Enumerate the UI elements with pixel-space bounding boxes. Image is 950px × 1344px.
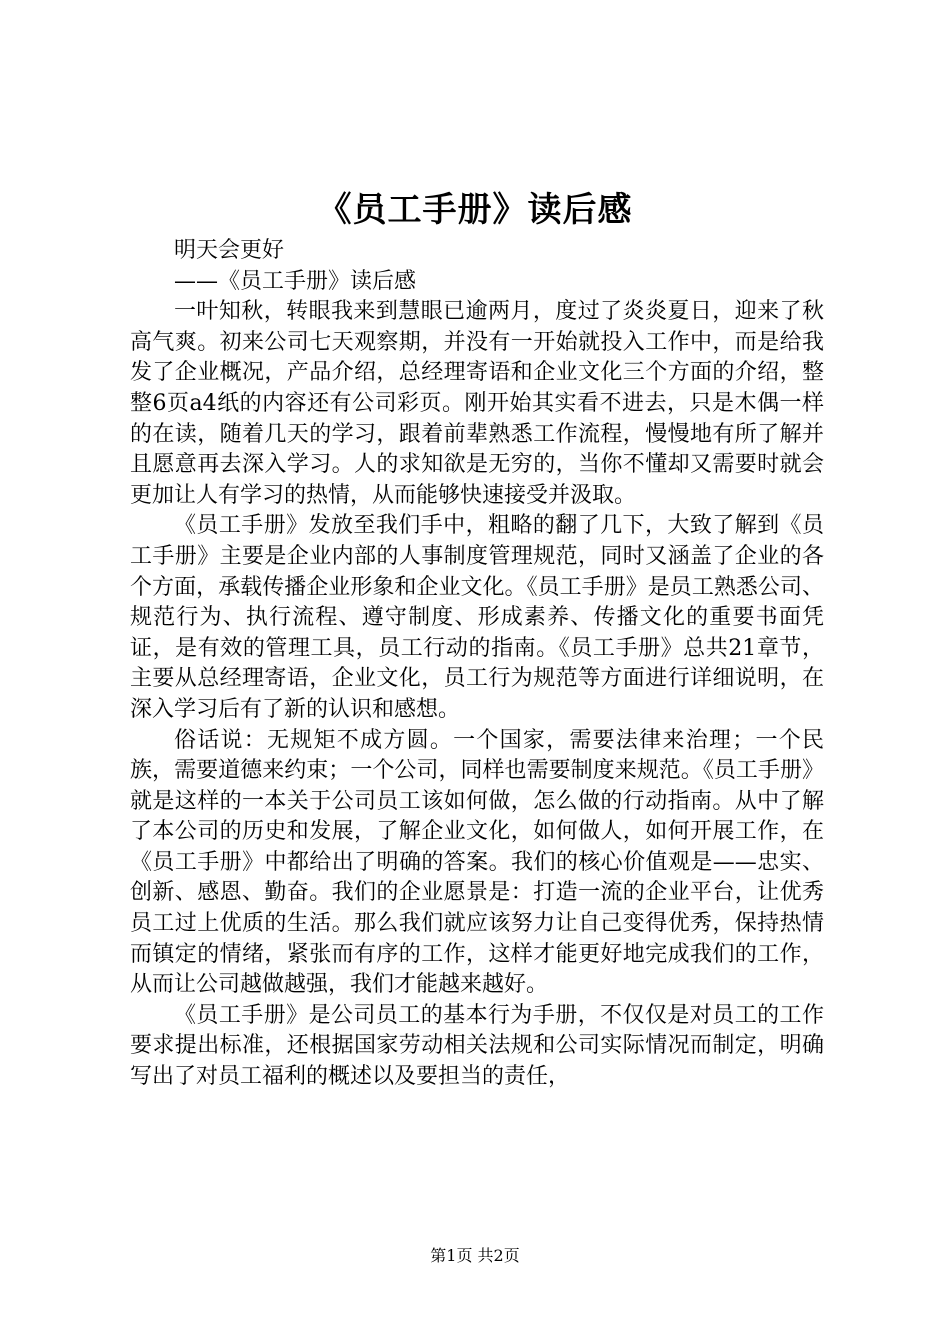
subtitle-line-2: ——《员工手册》读后感 (174, 268, 417, 294)
document-title: 《员工手册》读后感 (317, 190, 633, 230)
paragraph-2: 《员工手册》发放至我们手中，粗略的翻了几下，大致了解到《员工手册》主要是企业内部的人事制度管理规范，同时又涵盖了企业的各个方面，承载传播企业形象和企业文化。《员工手册》是员工熟悉公司、规范行为、执行流程、遵守制度、形成素养、传播文化的重要书面凭证，是有效的管理工具，员工行动的指南。《员工手册》总共21章节，主要从总经理寄语，企业文化，员工行为规范等方面进行详细说明，在深入学习后有了新的认识和感想。 (130, 513, 824, 722)
page-footer: 第1页 共2页 (430, 1246, 520, 1265)
paragraph-1: 一叶知秋，转眼我来到慧眼已逾两月，度过了炎炎夏日，迎来了秋高气爽。初来公司七天观察期，并没有一开始就投入工作中，而是给我发了企业概况，产品介绍，总经理寄语和企业文化三个方面的介绍，整整6页a4纸的内容还有公司彩页。刚开始其实看不进去，只是木偶一样的在读，随着几天的学习，跟着前辈熟悉工作流程，慢慢地有所了解并且愿意再去深入学习。人的求知欲是无穷的，当你不懂却又需要时就会更加让人有学习的热情，从而能够快速接受并汲取。 (130, 299, 824, 508)
subtitle-line-1: 明天会更好 (174, 238, 285, 263)
paragraph-3: 俗话说：无规矩不成方圆。一个国家，需要法律来治理；一个民族，需要道德来约束；一个公司，同样也需要制度来规范。《员工手册》就是这样的一本关于公司员工该如何做，怎么做的行动指南。从中了解了本公司的历史和发展，了解企业文化，如何做人，如何开展工作，在《员工手册》中都给出了明确的答案。我们的核心价值观是——忠实、创新、感恩、勤奋。我们的企业愿景是：打造一流的企业平台，让优秀员工过上优质的生活。那么我们就应该努力让自己变得优秀，保持热情而镇定的情绪，紧张而有序的工作，这样才能更好地完成我们的工作，从而让公司越做越强，我们才能越来越好。 (130, 727, 824, 998)
document-body (130, 236, 824, 1093)
paragraph-4: 《员工手册》是公司员工的基本行为手册，不仅仅是对员工的工作要求提出标准，还根据国家劳动相关法规和公司实际情况而制定，明确写出了对员工福利的概述以及要担当的责任， (130, 1002, 824, 1090)
